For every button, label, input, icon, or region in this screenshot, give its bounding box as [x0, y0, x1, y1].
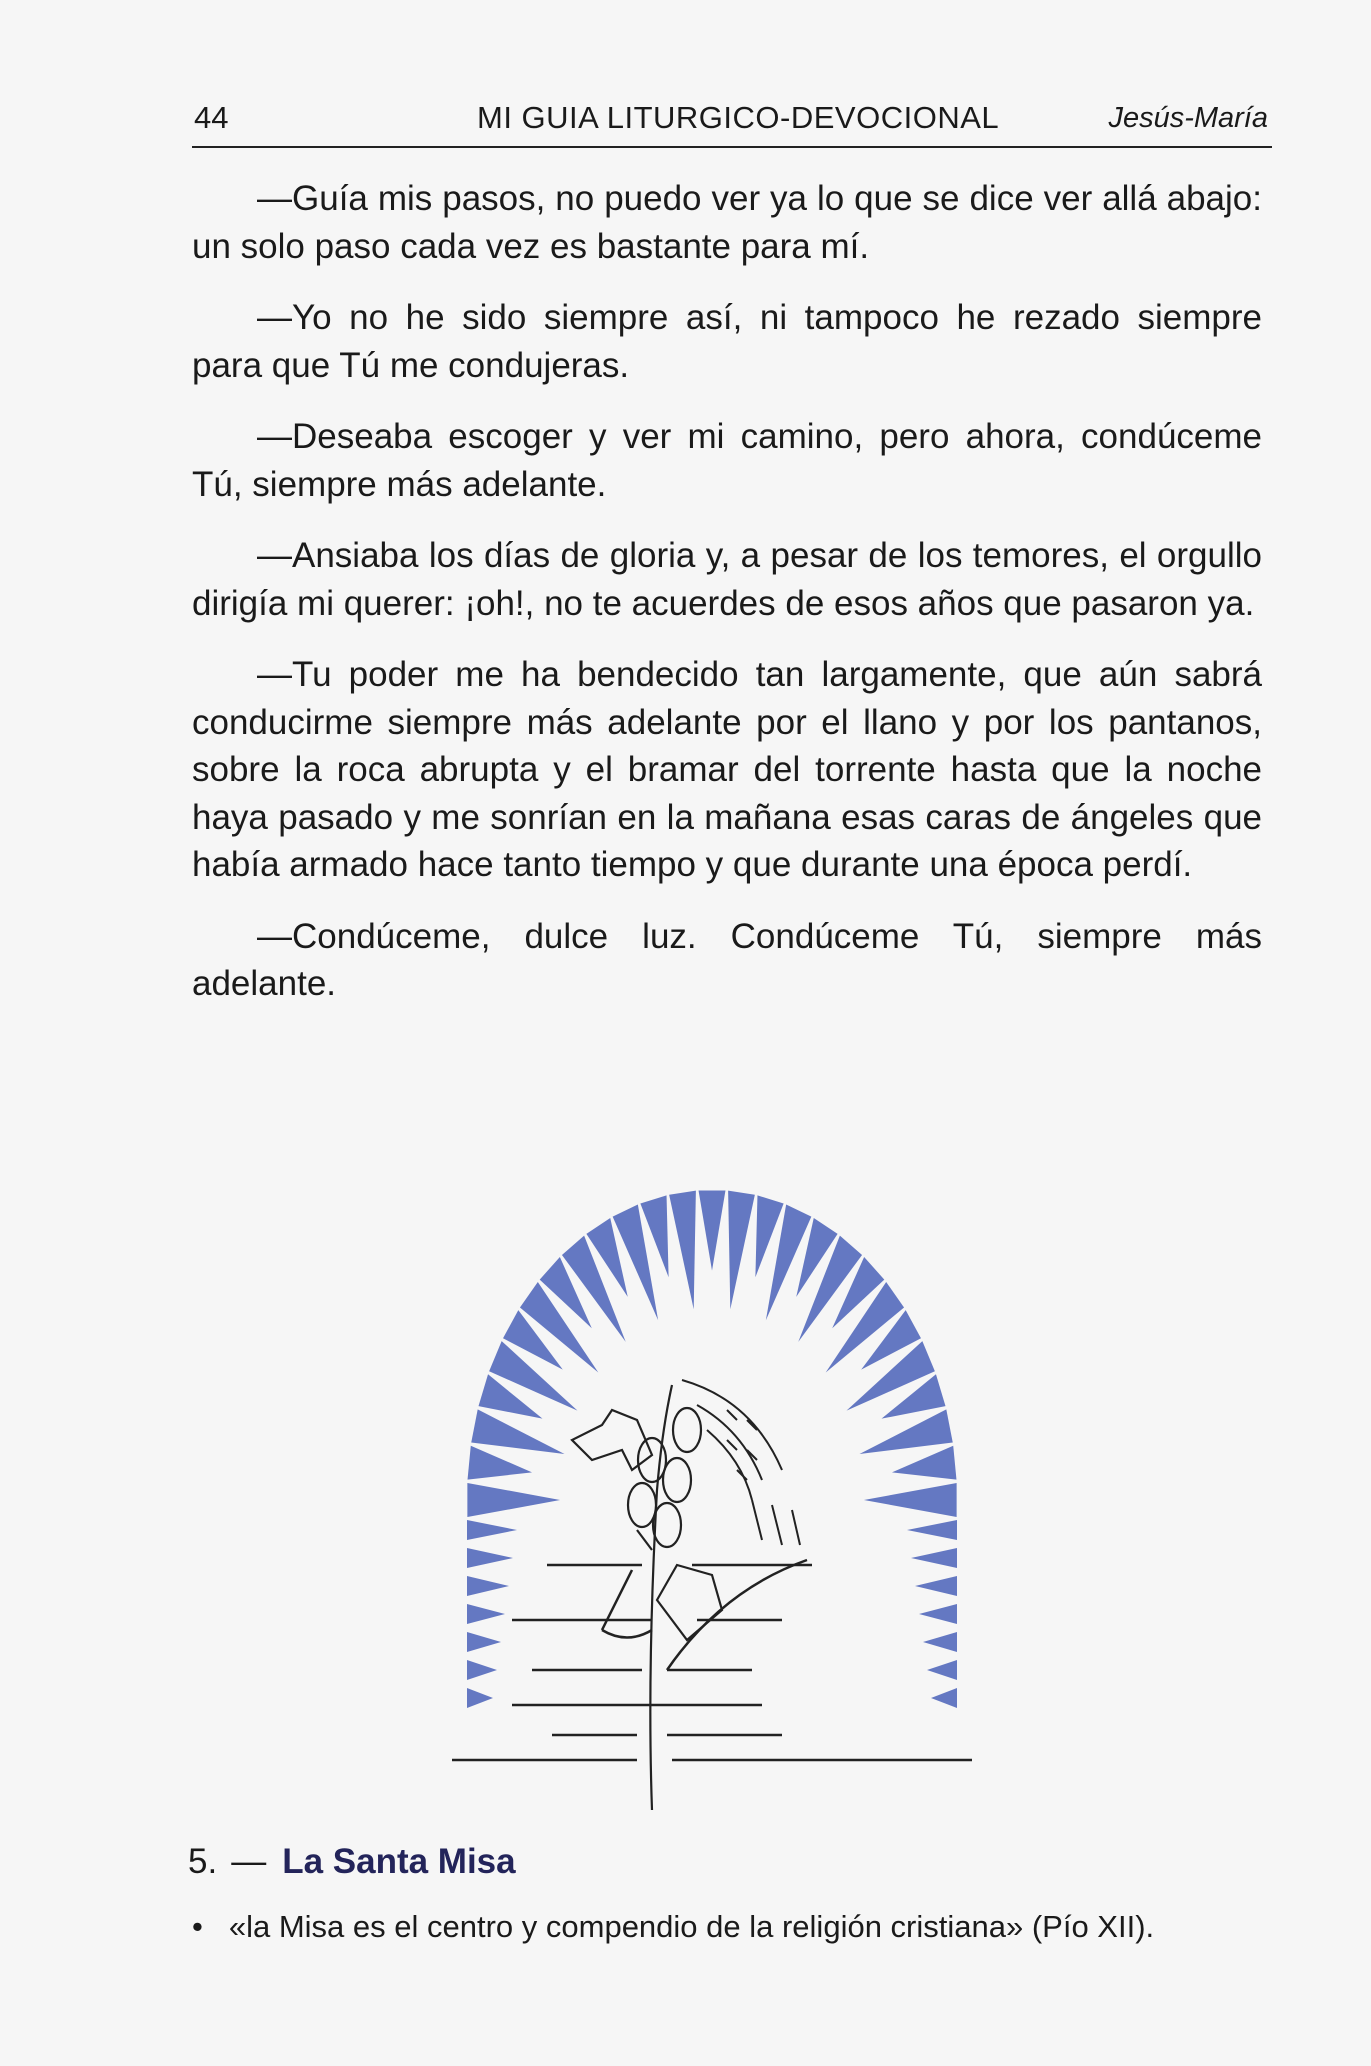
ray [467, 1576, 509, 1596]
ray [467, 1520, 517, 1540]
chalice-icon [602, 1570, 652, 1638]
horizon-lines [452, 1560, 972, 1760]
ray [699, 1190, 726, 1270]
paragraph: —Yo no he sido siempre así, ni tampoco he rezado siempre para que Tú me condujeras. [192, 298, 1262, 385]
section-heading [188, 1842, 516, 1882]
ray [468, 1446, 532, 1480]
section-dash: — [231, 1842, 267, 1881]
ray [728, 1191, 755, 1310]
running-header [192, 98, 1272, 148]
ray [669, 1191, 696, 1310]
ray [467, 1688, 493, 1708]
paragraph: —Tu poder me ha bendecido tan largamente, que aún sabrá conducirme siempre más adelante por el llano y por los pantanos, sobre la roca abrupta y el bramar del torrente hasta que la noche haya pasado y me sonrían en la mañana esas caras de ángeles que había armado hace tanto tiempo y que durante una época perdí. [192, 655, 1262, 884]
ray [467, 1483, 560, 1517]
ray [919, 1604, 957, 1624]
ray [907, 1520, 957, 1540]
wheat-icon [572, 1385, 722, 1810]
ray [467, 1632, 501, 1652]
quote-text: «la Misa es el centro y compendio de la religión cristiana» (Pío XII). [228, 1909, 1155, 1944]
ray [927, 1660, 957, 1680]
ray [467, 1604, 505, 1624]
prayer-text [192, 175, 1262, 1032]
ray [911, 1548, 957, 1568]
ray [471, 1409, 564, 1454]
ray [931, 1688, 957, 1708]
paragraph: —Deseaba escoger y ver mi camino, pero ahora, condúceme Tú, siempre más adelante. [192, 417, 1262, 504]
paragraph: —Condúceme, dulce luz. Condúceme Tú, siempre más adelante. [192, 916, 1262, 1003]
quote-block [192, 1905, 1252, 1949]
ray [467, 1548, 513, 1568]
paragraph: —Guía mis pasos, no puedo ver ya lo que se dice ver allá abajo: un solo paso cada vez es bastante para mí. [192, 179, 1262, 266]
ray [467, 1660, 497, 1680]
ray [915, 1576, 957, 1596]
wing-icon [682, 1380, 800, 1545]
page-number: 44 [194, 100, 229, 135]
paragraph: —Ansiaba los días de gloria y, a pesar de los temores, el orgullo dirigía mi querer: ¡oh!, no te acuerdes de esos años que pasaron ya. [192, 536, 1262, 623]
sun-rays [467, 1190, 957, 1708]
author-name: Jesús-María [1108, 102, 1268, 134]
ray [859, 1409, 952, 1454]
book-title: MI GUIA LITURGICO-DEVOCIONAL [477, 100, 1000, 135]
section-title: La Santa Misa [282, 1842, 516, 1881]
eucharistic-emblem-icon [452, 1170, 972, 1820]
bullet-icon: • [192, 1909, 203, 1944]
ray [892, 1446, 956, 1480]
section-number: 5. [188, 1842, 218, 1881]
ray [923, 1632, 957, 1652]
ray [864, 1483, 957, 1517]
